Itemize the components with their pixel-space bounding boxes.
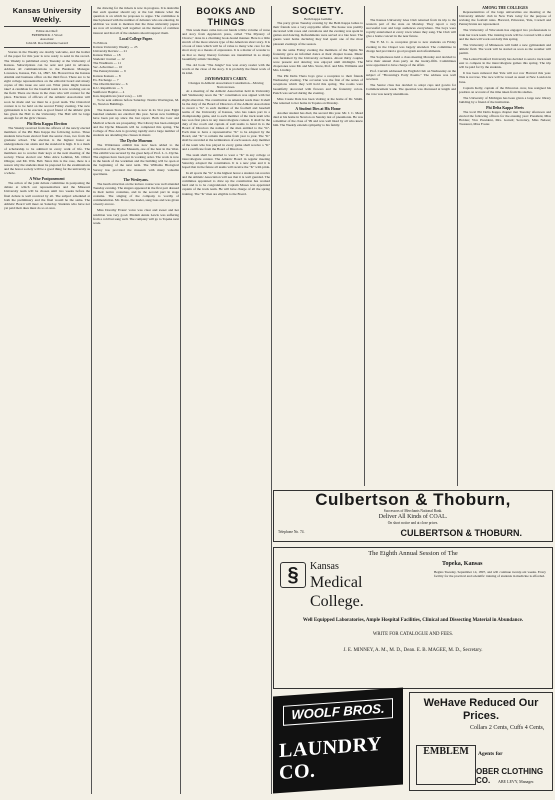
section-heading: JAYHAWKER'S CAREY. <box>204 77 248 82</box>
section-subheading: Changes in Athletic Association Constitution—Moving Narrowcases. <box>188 81 264 90</box>
emblem: EMBLEM <box>416 745 476 785</box>
vote-list-item: The Pennsylvanian .... 9 <box>93 69 126 74</box>
spacer <box>366 6 456 18</box>
article-body: The Wilderness exhibit has now been added to the collection of the Dyche Museum, one of the best in the West. The exhibit was secured by the great help of Prof. L. L. Dyche. The engines have been put in working order. The work is now in the hands of the workmen and the building will be open at the beginning of the next term. The Williams Biological Survey has provided the museum with many valuable specimens. <box>93 143 179 176</box>
vote-list-item: Students' Journal .... 12 <box>93 57 125 62</box>
column-5 <box>366 6 456 488</box>
column-rule <box>91 6 92 794</box>
vote-list <box>93 41 179 98</box>
section-title: AMONG THE COLLEGES <box>482 6 528 10</box>
column-6 <box>459 6 551 488</box>
ad-catalogue: WRITE FOR CATALOGUE AND FEES. <box>372 632 454 637</box>
divider <box>4 26 90 27</box>
column-3 <box>182 6 270 794</box>
column-rule <box>271 6 272 794</box>
column-rule <box>457 6 458 486</box>
ad-signature: CULBERTSON & THOBURN. <box>400 528 522 538</box>
ad-company: OBER CLOTHING CO. <box>476 767 544 785</box>
article-body: the drawing for the tickets is now in progress. It is desirable that each speaker should say at the last minute what the question is on which he proposes to argue. The committee is much pleased with the number of debaters who are entering. In addition we want to mention that the three university papers are now all working well together on the matters of common interest and that all of the students should support them. <box>93 6 179 35</box>
article-body: Representatives of the large universities are meeting at the University athletic club in New York today for the purpose of revising the football rules. Harvard, Princeton, Yale, Cornell and Pennsylvania are represented. <box>459 10 551 27</box>
article-body: The heath attraction on the lecture course was well attended Tuesday evening. The singers appeared in the first part dressed in their native costumes, and in the second part in stage costume. The singing of the company is worthy of commendation. Mr. Dowe, the leader, sang bass and was given a hearty encore. <box>93 181 179 207</box>
ad-facilities: Well Equipped Laboratories, Ample Hospital Facilities, Clinical and Dissecting Material in Abundance. <box>302 618 524 623</box>
vote-list-item: Kansas Times .... 18 <box>93 53 121 58</box>
staff-line: John M. Roe Katharine Gerard <box>26 41 68 46</box>
coal-advertisement <box>273 490 553 542</box>
article-body: The Weekly received from the officers of the newly elected members of the Phi Beta Kappa the following notice. Three students have been elected from the senior class, two from the graduate school. The election is the highest honor an undergraduate can attain and the standard is high. It is a mark of scholarship to be admired in every walk of life. The members are to receive their keys at the next meeting of the society. Those elected are: Miss Alice Lehman, Mr. Oliver Olinger, and Mr. Wm. Bell. Since this is the case, there is a reason why the students must be prepared for the examinations and the honor society will be a good thing for the university as a whole. <box>4 126 90 176</box>
section-heading: A Student Dies at His Home <box>295 106 341 111</box>
ad-location: Topeka, Kansas <box>442 561 483 567</box>
section-heading: A Wise Postponement <box>29 177 65 182</box>
ad-headline: Culbertson & Thoburn, <box>315 490 511 509</box>
vote-list-item: K.U. Republican .... 5 <box>93 85 123 90</box>
article-body: The action of the joint debate committee in postponing the debate at which our representatives and the Missouri University team will be chosen until two weeks before the final debate is well received by all. The subject scheduled at both the preliminary and the final would be the same. The Athletic Board will meet on Saturday. Students who have not yet paid their dues must do so at once. <box>4 181 90 210</box>
ad-title: The Eighth Annual Session of The <box>368 550 458 557</box>
article-body: Prof. Carruth addressed the English Club on Wednesday on the subject of "Browning's Early Poems." The address was well received. <box>366 69 456 82</box>
ad-small-text: On short notice and at close prices. <box>387 521 439 525</box>
section-heading: Phi Delta Kappa Meets <box>486 105 524 110</box>
article-body: The Sophomores held a class meeting Monday and decided to have their annual class party on the twenty-fifth. Committees were appointed to have charge of the affair. <box>366 54 456 67</box>
article-body: The University of Wisconsin has engaged two professionals to train her track team. The training track will be covered with a shed and the men will work out daily this spring. <box>459 28 551 41</box>
bottom-advertisements <box>273 692 551 792</box>
note: To be sent address before Saturday. Norma Worrington, M. D., Newton Buildings. <box>93 98 179 107</box>
masthead: Kansas University Weekly. <box>12 6 82 24</box>
laundry-co: LAUNDRY CO. <box>279 732 382 785</box>
vote-list-item: Sunflower Baptist .... 4 <box>93 89 125 94</box>
staff-line: Editor-in-Chief: <box>36 29 58 33</box>
article-body: Stories in the Weekly are doubly welcome, and the holder of the paper for this year is now ready to send in the record. The Weekly is published every Tuesday at the University of Kansas. Subscriptions can be sent and paid in advance. Address all communications to the Business Manager. Lawrence, Kansas, Feb. 14, 1897. Mr. Howard has the Kansas Alumni and business office on the third floor. There are to be eight college representatives on the editorial board and ninety copies of this issue are sent out. What plans might Kansas take? A candidate for the baseball team is now working out on the field. There are those in the class who will contest for the place. Elections of officers of the Athletic Association will soon be made and we must be a good team. The Oratorical contest is to be held on the second Friday evening. The new gymnasium is to be erected. A good friend of the athletic girls has given the Hall to the University. The Hall will be large enough for all the girls' classes. <box>4 50 90 120</box>
ad-small-text: Successors of Merchants National Bank. <box>383 509 443 513</box>
section-title: BOOKS AND THINGS <box>196 6 256 27</box>
ad-prices: Collars 2 Cents, Cuffs 4 Cents, <box>470 725 545 731</box>
ad-kansas: Kansas <box>310 561 339 572</box>
article-body: At a meeting of the Athletic Association held in University hall Wednesday noon the "K" constitution was signed with but slight alteration. The constitution as amended reads thus: It shall be the duty of the Board of Directors of the Athletic Association to award a "K" to each member of the football and baseball teams of the University of Kansas, who has taken part in a championship game, and to each member of the track team who has won first place in any intercollegiate contest. It shall be the duty of the coach and captain of said teams to hand in to the Board of Directors the names of the men entitled to the "K". Each man to have a representative "K" to be adopted by the Board, and "K" to remain the same from year to year. The "K" shall be awarded at the termination of each season. Any member of the team who has played in every game shall receive a "K" and a certificate from the Board of Directors. <box>182 89 270 151</box>
article-body: The party given Tuesday evening by the Beth Kappa ladies to their friends was a very enjoyable affair. The house was prettily decorated with roses and carnations and the evening was spent in games and dancing. Refreshments were served at a late hour. The guests went home declaring they had spent one of the most pleasant evenings of the season. <box>273 21 363 46</box>
column-4 <box>273 6 363 488</box>
article-body: The team shall be entitled to wear a "K" in any college or intercollegiate contest. The Athletic Board in regular meeting Saturday adopted the constitution. It is a new plan and it is hoped that in the future all teams will receive the "K" with pride. <box>182 152 270 169</box>
vote-list-item: To Editors <box>93 40 108 45</box>
column-2 <box>93 6 179 794</box>
section-heading: The Wesleyans. <box>123 177 149 182</box>
article-body: The University of Michigan has been given a large new library building by a friend of the institution. <box>459 95 551 104</box>
section-heading: Local College Paper. <box>119 36 153 41</box>
laundry-advertisement <box>273 687 403 793</box>
vote-list-item: Sec. Advertiser .... 10 <box>93 65 123 70</box>
article-body: It has been rumored that Yale will not row Harvard this year. This is not true. The race will be rowed as usual at New London in June. <box>459 71 551 84</box>
ad-college: College. <box>310 593 364 610</box>
article-body: On the same Friday evening the members of the Sigma Nu fraternity gave an informal dance at their chapter house. Music was furnished by the University orchestra. About thirty couples were present and dancing was enjoyed until midnight. The chaperones were Mr. and Mrs. Snow, Prof. and Mrs. Williams and Mrs. Lindley. <box>273 47 363 73</box>
section-subheading: Beth Kappa Gamma <box>304 17 332 21</box>
vote-list-item: Kansas Kansan .... 8 <box>93 73 121 78</box>
column-rule <box>180 6 181 794</box>
article-body: The Kansas University Glee Club returned from its trip to the western part of the state on Monday. They report a very successful tour and large audiences everywhere. The boys were royally entertained at every town where they sang. The Club will give a home concert in the near future. <box>366 18 456 39</box>
price-advertisement <box>409 692 553 791</box>
vote-list-item: Kansas University Weekly .... 25 <box>93 44 138 49</box>
article-body: The Y. M. C. A. reception given to new students on Friday evening in the Chapel was largely attended. The committee in charge had provided a good program and refreshments. <box>366 40 456 53</box>
ad-officers: J. E. MINNEY, A. M., M. D., Dean. E. B. MAGEE, M. D., Secretary. <box>343 648 483 653</box>
staff-line: Associate: <box>39 37 55 42</box>
laundry-name: WOOLF BROS. <box>283 698 393 726</box>
article-body: The old book "The Jungle" has won every reader with the words at the close of the story. It is probably the finest work of its kind. <box>182 62 270 75</box>
ad-agents: Agents for <box>478 751 503 757</box>
column-rule <box>364 6 365 486</box>
ad-manager: ABE LEVY, Manager. <box>498 779 535 784</box>
divider <box>4 47 90 48</box>
article-body: Captain Kelly, captain of the Princeton crew, has resigned his position on account of the time taken from his studies. <box>459 85 551 94</box>
section-title: SOCIETY. <box>292 6 344 17</box>
article-body: The Kansas State University is now in its 31st year. Eight hundred students are enrolled this year. Seven new buildings have been put up since the last report. Both the Law and Medical schools are prospering. The Library has been enlarged and the Dyche Museum will be completed this spring. The College of Fine Arts is growing rapidly and a large number of students are attending the classes in music. <box>93 108 179 137</box>
ad-headline: WeHave Reduced Our Prices. <box>423 697 539 722</box>
article-body: The local Phi Delta Kappa chapter met Tuesday afternoon and elected the following officers for the ensuing year: President, Miss Holden; Vice President, Mrs. Garrett; Secretary, Miss Nelson; Treasurer, Miss Foster. <box>459 110 551 127</box>
article-body: Miss Cassie Dale has been visiting at the home of Dr. Smith. She returned to her home in Topeka on Monday. <box>273 96 363 105</box>
section-heading: Phi Beta Kappa Election <box>27 121 67 126</box>
article-body: Another student has died, the second this year. Mr. J. C. Mead died at his home in Newton on Sunday last of pneumonia. He was a member of the class of '99 and was well liked by all who knew him. The Weekly extends sympathy to his family. <box>273 110 363 128</box>
ad-line: Deliver All Kinds of COAL. <box>378 514 448 520</box>
medical-college-advertisement <box>273 547 553 689</box>
article-body: The Phi Delta Theta boys gave a reception to their friends Wednesday evening. The occasion was the first of the series of receptions which they will hold this spring. The rooms were beautifully decorated with flowers and the fraternity colors. Punch was served during the evening. <box>273 74 363 95</box>
article-body: In all sports the "K" is the highest honor a student can receive and the Athletic Association will see that it is well guarded. The committee appointed to draw up the constitution has worked hard and is to be congratulated. Captain Moses was appointed captain of the track team. He will have charge of all the spring training. The "K" men are eligible to the Board. <box>182 171 270 196</box>
article-body: Miss Dorothy Evans' voice was clear and sweet and her rendition was very good. Madam Annie Lewis was suffering from a cold but sang well. The company will go to Topeka next week. <box>93 208 179 225</box>
vote-list-item: University Review .... 21 <box>93 48 127 53</box>
article-body: The University of Minnesota will build a new gymnasium and athletic field. The work will be started as soon as the weather will permit. <box>459 42 551 55</box>
vote-list-item: The Oberlin Review .... 6 <box>93 81 128 86</box>
staff-line: FREDERICK J. Wood <box>31 33 63 38</box>
ad-description: Begins Tuesday, September 14, 1897, and will continue twenty-six weeks. Every facility for the practical and scientific training of students in medicine is afforded. <box>434 570 546 579</box>
ornament-icon: § <box>280 562 306 588</box>
vote-list-item: Ex. Exchange .... 7 <box>93 77 119 82</box>
ad-phone: Telephone No. 74. <box>278 530 305 534</box>
vote-list-item: The Washburn .... 11 <box>93 61 122 66</box>
article-body: The Senior class has decided to adopt caps and gowns for Commencement week. The question was discussed at length and the vote was nearly unanimous. <box>366 83 456 96</box>
article-body: This week there came into our hands a little volume of verse and story from Appleton's press, called "The Mystery of Choice," done in a charming book-bound manner. Here is a little stretch of the more sincere type of the American short story. It is a book of tales which will be of value to many who care for the short story as a means of expression. It is a matter of wonder to us that so many literary fortunes are transmitted in so many beautifully artistic bindings. <box>182 28 270 61</box>
vote-list-item: Kan. Republican (total vote) .... 126 <box>93 93 142 98</box>
column-1 <box>4 6 90 794</box>
article-body: The Leland Stanford University has decided to send a track team east to compete in the intercollegiate games this spring. The trip will be paid for by the students. <box>459 57 551 70</box>
ad-medical: Medical <box>310 574 363 591</box>
section-heading: The Dyche Museum <box>119 138 153 143</box>
